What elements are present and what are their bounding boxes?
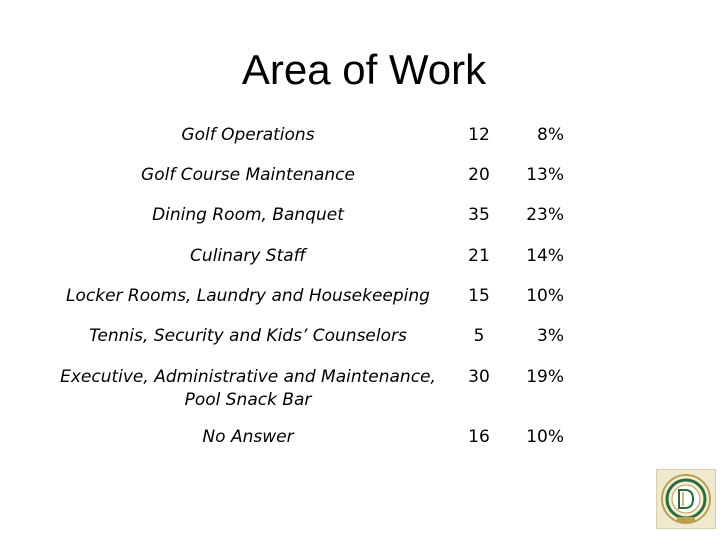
area-percent: 19% xyxy=(526,367,564,387)
area-label: Culinary Staff xyxy=(190,246,306,266)
area-label: No Answer xyxy=(202,427,294,447)
area-percent: 3% xyxy=(537,326,564,346)
area-count: 30 xyxy=(468,367,490,387)
area-label: Dining Room, Banquet xyxy=(152,205,344,225)
area-percent: 23% xyxy=(526,205,564,225)
area-percent: 10% xyxy=(526,286,564,306)
area-count: 35 xyxy=(468,205,490,225)
area-count: 20 xyxy=(468,165,490,185)
area-label: Golf Course Maintenance xyxy=(141,165,355,185)
area-label: Locker Rooms, Laundry and Housekeeping xyxy=(66,286,430,306)
page-title: Area of Work xyxy=(241,46,487,93)
area-count: 16 xyxy=(468,427,490,447)
area-label: Golf Operations xyxy=(181,125,315,145)
area-percent: 14% xyxy=(526,246,564,266)
area-label: Executive, Administrative and Maintenance, Pool Snack Bar xyxy=(60,367,436,410)
club-crest-icon xyxy=(656,469,716,529)
area-count: 12 xyxy=(468,125,490,145)
area-percent: 13% xyxy=(526,165,564,185)
area-percent: 10% xyxy=(526,427,564,447)
area-count: 15 xyxy=(468,286,490,306)
area-label: Tennis, Security and Kids’ Counselors xyxy=(89,326,407,346)
area-count: 21 xyxy=(468,246,490,266)
area-count: 5 xyxy=(473,326,485,346)
area-percent: 8% xyxy=(537,125,564,145)
